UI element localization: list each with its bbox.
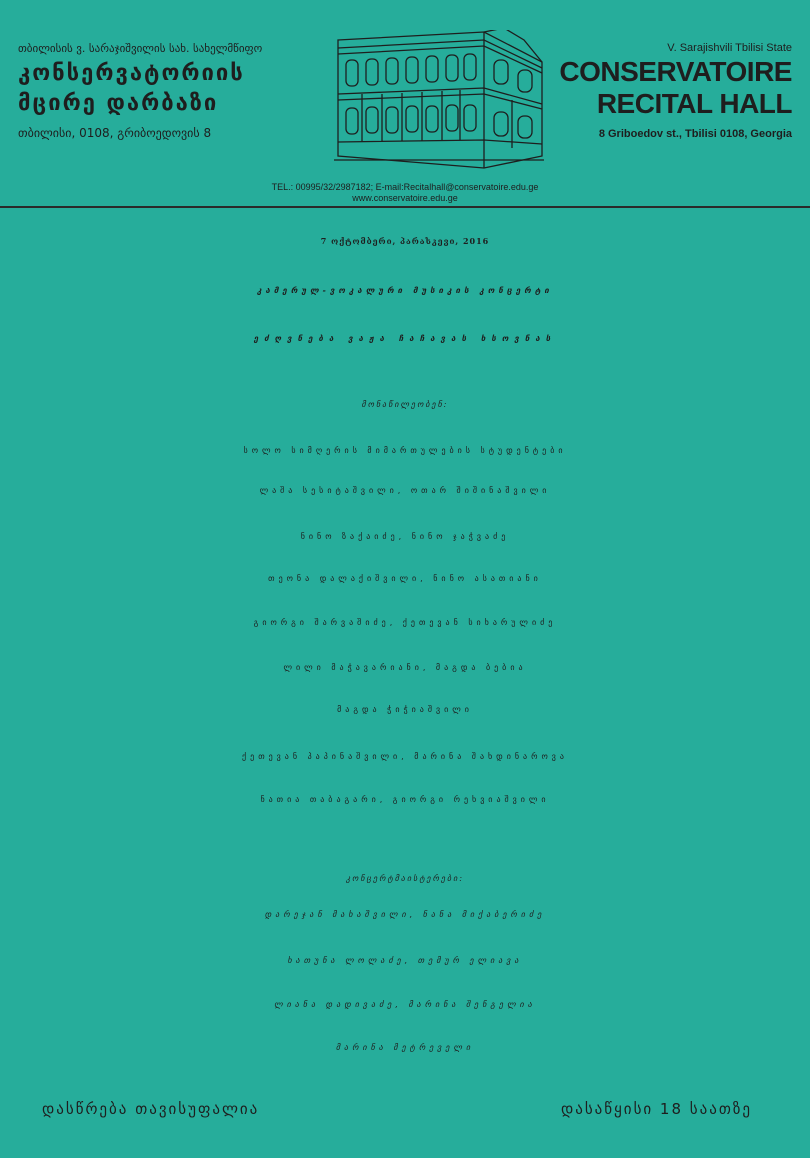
participant-line: ქეთევან პაპინაშვილი, მარინა შახდინაროვა (242, 752, 568, 761)
free-entry-note: დასწრება თავისუფალია (42, 1100, 260, 1118)
header-right-english (532, 42, 792, 140)
participant-line: ლილი მაჭავარიანი, მაგდა ბებია (283, 663, 527, 672)
start-time-note: დასაწყისი 18 საათზე (560, 1100, 752, 1118)
hall-name-english-line2: RECITAL HALL (596, 88, 792, 119)
contact-info (0, 182, 810, 204)
event-dedication: ეძღვნება ვაჟა ჩაჩავას ხსოვნას (253, 334, 557, 343)
address-english: 8 Griboedov st., Tbilisi 0108, Georgia (598, 128, 792, 140)
participant-line: გიორგი შარვაშიძე, ქეთევან სიხარულიძე (253, 618, 557, 627)
hall-name-english-line1: CONSERVATOIRE (559, 56, 792, 87)
institution-english: V. Sarajishvili Tbilisi State (667, 42, 792, 54)
participant-line: მაგდა ჭიჭიაშვილი (337, 705, 473, 714)
accompanist-line: ხათუნა ლოლაძე, თემურ ელიავა (287, 956, 523, 965)
participants-label: მონაწილეობენ: (361, 400, 449, 409)
contact-website: www.conservatoire.edu.ge (352, 193, 458, 203)
header-left-georgian (18, 42, 308, 140)
contact-phone-email: TEL.: 00995/32/2987182; E-mail:Recitalhall@conservatoire.edu.ge (271, 182, 539, 192)
hall-name-georgian-line1: კონსერვატორიის (18, 61, 245, 86)
hall-name-georgian-line2: მცირე დარბაზი (18, 91, 219, 116)
participant-line: ნინო ზაქაიძე, ნინო ჯაჭვაძე (300, 532, 510, 541)
event-date: 7 ოქტომბერი, პარასკევი, 2016 (320, 236, 490, 246)
address-georgian: თბილისი, 0108, გრიბოედოვის 8 (18, 126, 212, 140)
accompanists-label: კონცერტმაისტერები: (345, 874, 465, 883)
participant-line: ნათია თაბაგარი, გიორგი რეხვიაშვილი (260, 795, 550, 804)
header-divider (0, 206, 810, 208)
participant-line: ლაშა სესიტაშვილი, ოთარ შიშინაშვილი (259, 486, 551, 495)
header (0, 0, 810, 206)
accompanist-line: მარინა მეტრეველი (335, 1043, 475, 1052)
institution-georgian: თბილისის ვ. სარაჯიშვილის სახ. სახელმწიფო (18, 42, 263, 55)
participant-line: სოლო სიმღერის მიმართულების სტუდენტები (243, 446, 567, 455)
event-title: კამერულ-ვოკალური მუსიკის კონცერტი (257, 286, 553, 295)
accompanist-line: ლიანა დადივაძე, მარინა შენგელია (274, 1000, 536, 1009)
conservatoire-building-icon (334, 30, 546, 170)
accompanist-line: დარეჯან მახაშვილი, ნანა მიქაბერიძე (264, 910, 546, 919)
participant-line: თეონა დალაქიშვილი, ნინო ასათიანი (268, 574, 542, 583)
